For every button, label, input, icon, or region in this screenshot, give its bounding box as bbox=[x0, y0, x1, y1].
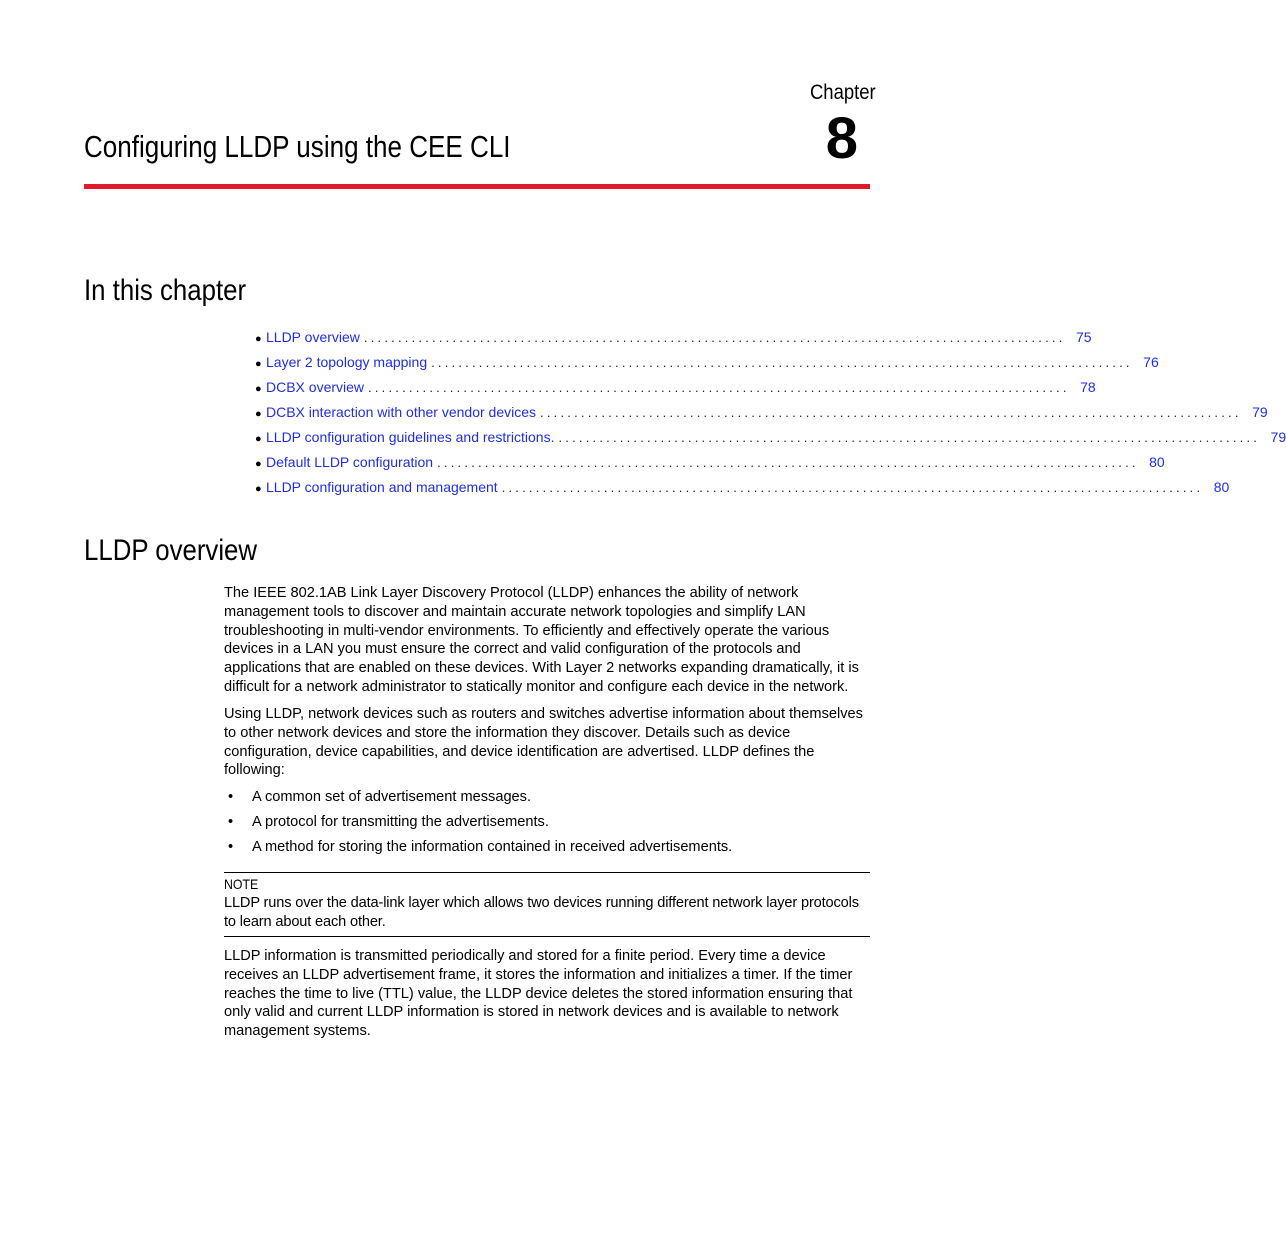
paragraph-usage bbox=[224, 705, 870, 780]
toc-item[interactable] bbox=[255, 354, 1159, 379]
text-line: LLDP runs over the data-link layer which allows two devices running different network layer protocols bbox=[224, 895, 859, 911]
text-line: reaches the time to live (TTL) value, the LLDP device deletes the stored information ensuring that bbox=[224, 985, 853, 1002]
list-item-text: A method for storing the information contained in received advertisements. bbox=[252, 839, 733, 855]
lldp-overview-heading: LLDP overview bbox=[84, 534, 258, 567]
text-line: difficult for a network administrator to statically monitor and configure each device in the network. bbox=[224, 678, 849, 695]
toc-link[interactable]: DCBX overview bbox=[266, 379, 365, 395]
text-line: The IEEE 802.1AB Link Layer Discovery Protocol (LLDP) enhances the ability of network bbox=[224, 585, 799, 601]
toc-item[interactable] bbox=[255, 454, 1165, 479]
toc-item[interactable] bbox=[255, 379, 1096, 404]
toc-item[interactable] bbox=[255, 404, 1268, 429]
in-this-chapter-heading: In this chapter bbox=[84, 274, 247, 307]
toc-leader: ....................................................................................................... bbox=[368, 380, 1070, 395]
list-item bbox=[224, 814, 870, 839]
text-line: to learn about each other. bbox=[224, 914, 386, 930]
text-line: to other network devices and store the information they discover. Details such as device bbox=[224, 724, 791, 741]
text-line: LLDP information is transmitted periodically and stored for a finite period. Every time a device bbox=[224, 948, 826, 964]
toc-leader: ....................................................................................................... bbox=[437, 455, 1139, 470]
toc-page-link[interactable]: 80 bbox=[1149, 454, 1165, 470]
note-top-rule bbox=[224, 872, 870, 873]
toc-leader: ....................................................................................................... bbox=[363, 330, 1066, 345]
bullet-icon: ● bbox=[255, 458, 262, 470]
text-line: applications that are enabled on these devices. With Layer 2 networks expanding dramatically, it is bbox=[224, 660, 859, 677]
toc-link[interactable]: LLDP configuration guidelines and restrictions. bbox=[266, 429, 555, 445]
toc-page-link[interactable]: 76 bbox=[1143, 354, 1159, 370]
bullet-icon: ● bbox=[255, 483, 262, 495]
toc-item[interactable] bbox=[255, 479, 1230, 504]
bullet-icon: ● bbox=[255, 383, 262, 395]
bullet-icon: ● bbox=[255, 433, 262, 445]
list-item-text: A protocol for transmitting the advertisements. bbox=[252, 814, 549, 830]
text-line: management systems. bbox=[224, 1023, 371, 1040]
list-item-text: A common set of advertisement messages. bbox=[252, 789, 532, 805]
chapter-label: Chapter bbox=[810, 81, 876, 104]
toc-page-link[interactable]: 79 bbox=[1270, 429, 1286, 445]
bullet-icon: • bbox=[228, 814, 234, 830]
toc-page-link[interactable]: 75 bbox=[1075, 329, 1092, 345]
toc-page-link[interactable]: 80 bbox=[1213, 479, 1230, 495]
text-line: only valid and current LLDP information is stored in network devices and is available to network bbox=[224, 1004, 839, 1021]
bullet-icon: ● bbox=[255, 333, 262, 345]
list-item bbox=[224, 789, 870, 814]
bullet-icon: ● bbox=[255, 408, 262, 420]
text-line: devices in a LAN you must ensure the correct and valid configuration of the protocols and bbox=[224, 641, 801, 658]
text-line: troubleshooting in multi-vendor environments. To efficiently and effectively operate the various bbox=[224, 622, 830, 639]
bullet-icon: • bbox=[228, 839, 234, 855]
toc-leader: ....................................................................................................... bbox=[501, 480, 1204, 495]
toc-link[interactable]: Default LLDP configuration bbox=[266, 454, 434, 470]
toc-link[interactable]: Layer 2 topology mapping bbox=[266, 354, 428, 370]
definition-bullets bbox=[224, 789, 870, 864]
bullet-icon: ● bbox=[255, 358, 262, 370]
chapter-number: 8 bbox=[825, 106, 858, 171]
text-line: following: bbox=[224, 762, 285, 779]
paragraph-transmission bbox=[224, 947, 870, 1041]
list-item bbox=[224, 839, 870, 864]
title-rule bbox=[84, 184, 870, 189]
text-line: management tools to discover and maintain accurate network topologies and simplify LAN bbox=[224, 603, 806, 620]
text-line: Using LLDP, network devices such as routers and switches advertise information about themselves bbox=[224, 706, 863, 722]
toc-leader: ....................................................................................................... bbox=[558, 430, 1261, 445]
toc-item[interactable] bbox=[255, 329, 1092, 354]
text-line: receives an LLDP advertisement frame, it stores the information and initializes a timer. If the timer bbox=[224, 966, 853, 983]
note-bottom-rule bbox=[224, 936, 870, 937]
bullet-icon: • bbox=[228, 789, 234, 805]
toc-link[interactable]: DCBX interaction with other vendor devices bbox=[266, 404, 537, 420]
toc-link[interactable]: LLDP configuration and management bbox=[266, 479, 498, 495]
toc-page-link[interactable]: 79 bbox=[1252, 404, 1268, 420]
toc-item[interactable] bbox=[255, 429, 1286, 454]
toc-page-link[interactable]: 78 bbox=[1080, 379, 1096, 395]
toc-leader: ....................................................................................................... bbox=[431, 355, 1133, 370]
toc-link[interactable]: LLDP overview bbox=[266, 329, 360, 345]
paragraph-intro bbox=[224, 584, 870, 697]
toc-leader: ....................................................................................................... bbox=[540, 405, 1242, 420]
note-label: NOTE bbox=[224, 876, 259, 892]
note-text bbox=[224, 894, 870, 932]
chapter-title: Configuring LLDP using the CEE CLI bbox=[84, 129, 511, 164]
toc-list bbox=[255, 329, 1286, 504]
text-line: configuration, device capabilities, and device identification are advertised. LLDP defines the bbox=[224, 743, 815, 760]
